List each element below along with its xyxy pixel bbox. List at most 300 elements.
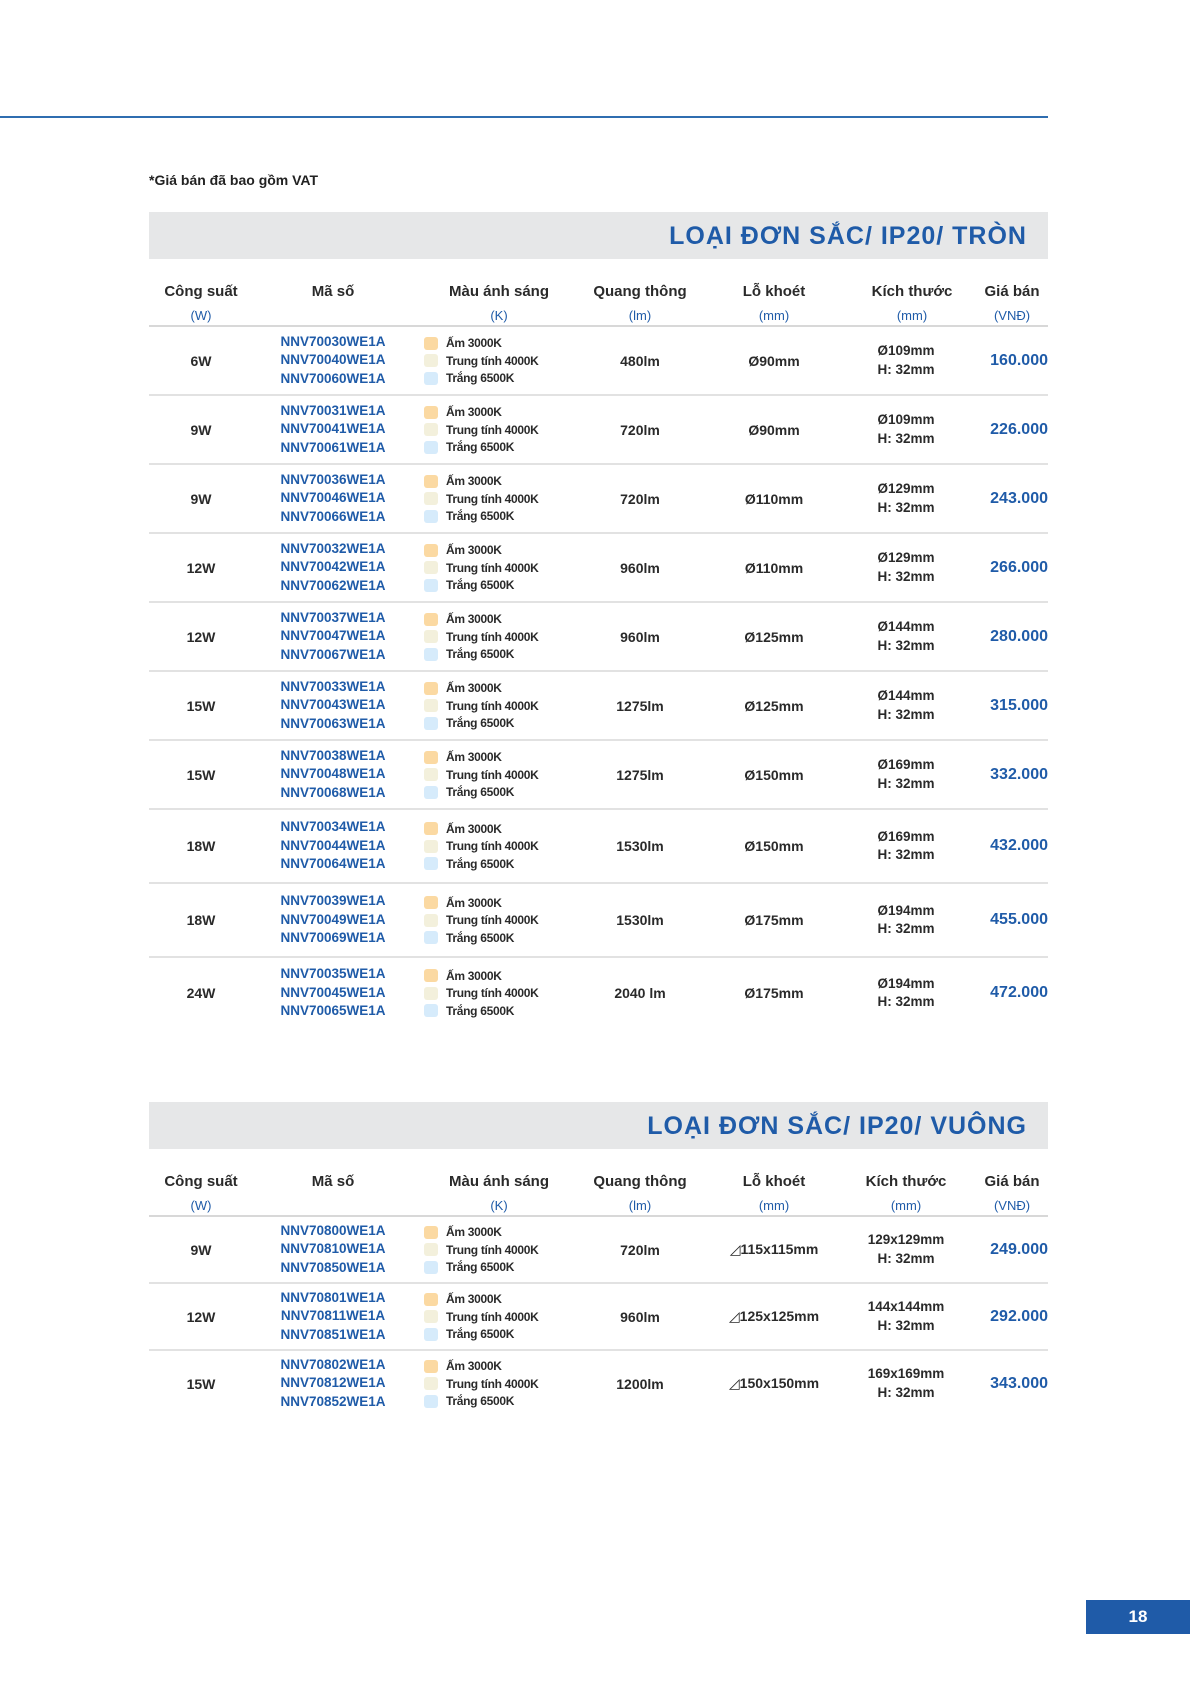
code-cell [253, 396, 413, 463]
color-label: Ấm 3000K [446, 1359, 502, 1373]
color-label: Trắng 6500K [446, 930, 515, 945]
header-power-label: Công suất [164, 1173, 238, 1190]
price-cell: 332.000 [990, 765, 1048, 783]
color-option [424, 967, 502, 985]
color-label: Trung tính 4000K [446, 698, 539, 713]
neutral-swatch [424, 492, 438, 505]
neutral-swatch [424, 768, 438, 781]
light-color-cell [424, 327, 574, 394]
color-option [424, 507, 514, 525]
lumen-cell: 720lm [620, 421, 660, 438]
product-code: NNV70035WE1A [280, 966, 386, 982]
header-lumen-unit: (lm) [628, 308, 652, 323]
product-code: NNV70810WE1A [280, 1241, 386, 1257]
table-row [149, 810, 1048, 884]
cool-swatch [424, 786, 438, 799]
product-code: NNV70064WE1A [280, 856, 386, 872]
color-option [424, 559, 539, 577]
neutral-swatch [424, 423, 438, 436]
color-option [424, 894, 502, 912]
size-dimension: Ø129mm [877, 481, 935, 496]
color-option [424, 679, 502, 697]
power-cell: 12W [186, 559, 216, 576]
price-cell: 266.000 [990, 558, 1048, 576]
color-label: Trung tính 4000K [446, 629, 539, 644]
header-color-unit: (K) [490, 1198, 508, 1213]
product-code: NNV70047WE1A [280, 628, 386, 644]
light-color-cell [424, 603, 574, 670]
color-option [424, 403, 502, 421]
code-cell [253, 1217, 413, 1282]
warm-swatch [424, 1360, 438, 1373]
price-cell: 280.000 [990, 627, 1048, 645]
color-option [424, 1290, 502, 1308]
power-cell: 6W [190, 352, 212, 369]
round-title: LOẠI ĐƠN SẮC/ IP20/ TRÒN [669, 222, 1027, 250]
power-cell: 9W [190, 421, 212, 438]
lumen-cell: 480lm [620, 352, 660, 369]
square-banner [149, 1102, 1048, 1149]
power-cell: 12W [186, 628, 216, 645]
header-price-label: Giá bán [984, 283, 1040, 300]
lumen-cell: 1275lm [616, 697, 664, 714]
color-option [424, 1241, 539, 1259]
cool-swatch [424, 931, 438, 944]
power-cell: 15W [186, 766, 216, 783]
color-label: Trắng 6500K [446, 1003, 515, 1018]
product-code: NNV70042WE1A [280, 559, 386, 575]
product-code: NNV70812WE1A [280, 1375, 386, 1391]
round-table-header [149, 259, 1048, 327]
header-size-unit: (mm) [890, 1198, 922, 1213]
size-dimension: Ø144mm [877, 619, 935, 634]
light-color-cell [424, 396, 574, 463]
size-height: H: 32mm [877, 994, 935, 1009]
product-code: NNV70037WE1A [280, 609, 386, 625]
cool-swatch [424, 648, 438, 661]
lumen-cell: 2040 lm [614, 985, 666, 1001]
price-cell: 315.000 [990, 696, 1048, 714]
color-label: Trung tính 4000K [446, 422, 539, 437]
light-color-cell [424, 741, 574, 808]
color-option [424, 1375, 539, 1393]
color-label: Trắng 6500K [446, 371, 515, 385]
color-label: Ấm 3000K [446, 681, 502, 695]
neutral-swatch [424, 914, 438, 927]
product-code: NNV70852WE1A [280, 1393, 386, 1409]
lumen-cell: 960lm [620, 559, 660, 576]
neutral-swatch [424, 561, 438, 574]
cutout-cell: Ø175mm [744, 985, 804, 1001]
color-label: Trung tính 4000K [446, 986, 539, 1000]
price-cell: 432.000 [990, 837, 1048, 854]
color-label: Trung tính 4000K [446, 491, 539, 506]
price-cell: 160.000 [990, 351, 1048, 369]
color-label: Trung tính 4000K [446, 913, 539, 927]
square-section [149, 1102, 1048, 1416]
code-cell [253, 1284, 413, 1349]
product-code: NNV70044WE1A [280, 837, 386, 853]
neutral-swatch [424, 1310, 438, 1323]
size-dimension: Ø109mm [877, 343, 935, 358]
header-price-unit: (VNĐ) [993, 308, 1031, 323]
lumen-cell: 1530lm [616, 838, 664, 854]
cool-swatch [424, 1261, 438, 1274]
lumen-cell: 1275lm [616, 766, 664, 783]
product-code: NNV70048WE1A [280, 766, 386, 782]
lumen-cell: 960lm [620, 628, 660, 645]
color-option [424, 697, 539, 715]
color-option [424, 490, 539, 508]
price-cell: 292.000 [990, 1307, 1048, 1325]
cutout-cell: Ø125mm [744, 628, 804, 645]
cool-swatch [424, 1395, 438, 1408]
header-power-label: Công suất [164, 283, 238, 300]
warm-swatch [424, 613, 438, 626]
color-option [424, 766, 539, 784]
power-cell: 9W [190, 490, 212, 507]
cutout-cell: Ø150mm [744, 766, 804, 783]
color-label: Trung tính 4000K [446, 1376, 539, 1391]
vat-note: *Giá bán đã bao gồm VAT [149, 172, 319, 188]
cool-swatch [424, 1004, 438, 1017]
color-label: Ấm 3000K [446, 1292, 502, 1306]
price-cell: 455.000 [990, 911, 1048, 928]
color-option [424, 1325, 514, 1343]
size-cell [841, 603, 971, 670]
color-option [424, 783, 514, 801]
round-table-body [149, 327, 1048, 1028]
product-code: NNV70039WE1A [280, 893, 386, 909]
light-color-cell [424, 465, 574, 532]
color-label: Ấm 3000K [446, 612, 502, 626]
code-cell [253, 810, 413, 882]
warm-swatch [424, 1293, 438, 1306]
header-cutout-label: Lỗ khoét [742, 1173, 806, 1190]
neutral-swatch [424, 354, 438, 367]
color-label: Ấm 3000K [446, 895, 502, 910]
size-dimension: Ø194mm [877, 975, 935, 991]
size-height: H: 32mm [877, 847, 935, 862]
light-color-cell [424, 672, 574, 739]
cool-swatch [424, 372, 438, 385]
cutout-cell: Ø110mm [744, 559, 804, 576]
product-code: NNV70049WE1A [280, 911, 386, 927]
size-height: H: 32mm [877, 1250, 935, 1266]
cool-swatch [424, 1328, 438, 1341]
color-label: Ấm 3000K [446, 750, 502, 764]
color-option [424, 1357, 502, 1375]
size-cell [841, 1351, 971, 1416]
header-lumen-label: Quang thông [593, 283, 687, 300]
product-code: NNV70046WE1A [280, 490, 386, 506]
color-label: Trắng 6500K [446, 440, 515, 454]
size-height: H: 32mm [877, 430, 935, 446]
product-code: NNV70063WE1A [280, 715, 386, 731]
product-code: NNV70033WE1A [280, 678, 386, 694]
size-cell [841, 534, 971, 601]
color-option [424, 421, 539, 439]
cutout-cell: ◿115x115mm [729, 1241, 819, 1257]
color-label: Ấm 3000K [446, 474, 502, 488]
color-label: Trung tính 4000K [446, 767, 539, 782]
size-height: H: 32mm [877, 637, 935, 653]
size-cell [841, 741, 971, 808]
size-cell [841, 672, 971, 739]
product-code: NNV70040WE1A [280, 352, 386, 368]
product-code: NNV70062WE1A [280, 577, 386, 593]
color-option [424, 820, 502, 838]
product-code: NNV70038WE1A [280, 747, 386, 763]
product-code: NNV70802WE1A [280, 1356, 386, 1372]
size-dimension: Ø144mm [877, 688, 935, 703]
header-cutout-unit: (mm) [758, 1198, 790, 1213]
lumen-cell: 1530lm [616, 912, 664, 928]
color-label: Ấm 3000K [446, 821, 502, 836]
code-cell [253, 884, 413, 956]
header-cutout-unit: (mm) [758, 308, 790, 323]
neutral-swatch [424, 840, 438, 853]
square-table-header [149, 1149, 1048, 1217]
color-label: Trắng 6500K [446, 1260, 515, 1274]
product-code: NNV70800WE1A [280, 1222, 386, 1238]
size-dimension: Ø109mm [877, 412, 935, 427]
color-label: Trung tính 4000K [446, 560, 539, 575]
page-number-box [1086, 1600, 1190, 1634]
warm-swatch [424, 822, 438, 835]
warm-swatch [424, 337, 438, 350]
code-cell [253, 327, 413, 394]
color-option [424, 1308, 539, 1326]
price-cell: 226.000 [990, 420, 1048, 438]
cool-swatch [424, 441, 438, 454]
product-code: NNV70066WE1A [280, 508, 386, 524]
color-label: Trắng 6500K [446, 1327, 515, 1341]
color-option [424, 645, 514, 663]
color-option [424, 541, 502, 559]
table-row [149, 1217, 1048, 1284]
cutout-cell: ◿150x150mm [728, 1375, 820, 1391]
size-cell [841, 884, 971, 956]
product-code: NNV70851WE1A [280, 1326, 386, 1342]
code-cell [253, 1351, 413, 1416]
code-cell [253, 465, 413, 532]
warm-swatch [424, 406, 438, 419]
neutral-swatch [424, 1377, 438, 1390]
color-option [424, 1223, 502, 1241]
product-code: NNV70041WE1A [280, 421, 386, 437]
product-code: NNV70043WE1A [280, 697, 386, 713]
warm-swatch [424, 475, 438, 488]
size-dimension: 129x129mm [867, 1232, 945, 1247]
table-row [149, 1351, 1048, 1416]
size-height: H: 32mm [877, 775, 935, 791]
code-cell [253, 534, 413, 601]
power-cell: 9W [190, 1241, 212, 1258]
code-cell [253, 741, 413, 808]
size-dimension: 169x169mm [867, 1366, 945, 1381]
page-number: 18 [1128, 1607, 1148, 1626]
product-code: NNV70034WE1A [280, 819, 386, 835]
table-row [149, 1284, 1048, 1351]
cutout-cell: Ø90mm [748, 421, 800, 438]
table-row [149, 672, 1048, 741]
price-cell: 472.000 [990, 984, 1048, 1001]
color-option [424, 929, 514, 947]
table-row [149, 884, 1048, 958]
size-cell [841, 958, 971, 1028]
price-cell: 343.000 [990, 1374, 1048, 1392]
lumen-cell: 720lm [620, 1241, 660, 1258]
cutout-cell: Ø150mm [744, 838, 804, 854]
table-row [149, 958, 1048, 1028]
header-lumen-label: Quang thông [593, 1173, 687, 1190]
color-label: Trắng 6500K [446, 578, 515, 592]
color-option [424, 1002, 514, 1020]
header-color-unit: (K) [490, 308, 508, 323]
product-code: NNV70069WE1A [280, 930, 386, 946]
color-label: Trắng 6500K [446, 509, 515, 523]
color-option [424, 334, 502, 352]
header-power-unit: (W) [190, 1198, 212, 1213]
price-cell: 249.000 [990, 1240, 1048, 1258]
power-cell: 15W [186, 1375, 216, 1392]
header-code-label: Mã số [311, 1173, 355, 1190]
color-option [424, 472, 502, 490]
color-option [424, 1392, 514, 1410]
size-dimension: Ø129mm [877, 550, 935, 565]
table-row [149, 465, 1048, 534]
product-code: NNV70850WE1A [280, 1259, 386, 1275]
neutral-swatch [424, 1243, 438, 1256]
color-option [424, 984, 539, 1002]
size-cell [841, 465, 971, 532]
power-cell: 18W [186, 838, 216, 854]
size-height: H: 32mm [877, 568, 935, 584]
size-dimension: 144x144mm [867, 1299, 945, 1314]
product-code: NNV70801WE1A [280, 1289, 386, 1305]
color-option [424, 911, 539, 929]
light-color-cell [424, 1351, 574, 1416]
color-option [424, 369, 514, 387]
color-label: Ấm 3000K [446, 405, 502, 419]
cool-swatch [424, 510, 438, 523]
header-color-label: Màu ánh sáng [448, 1173, 549, 1190]
size-dimension: Ø169mm [877, 757, 935, 772]
lumen-cell: 720lm [620, 490, 660, 507]
cutout-cell: ◿125x125mm [728, 1308, 820, 1324]
table-row [149, 534, 1048, 603]
header-cutout-label: Lỗ khoét [742, 283, 806, 300]
light-color-cell [424, 958, 574, 1028]
product-code: NNV70031WE1A [280, 402, 386, 418]
table-row [149, 603, 1048, 672]
color-label: Trung tính 4000K [446, 1309, 539, 1324]
color-option [424, 714, 514, 732]
header-code-label: Mã số [311, 283, 355, 300]
size-dimension: Ø169mm [877, 828, 935, 844]
neutral-swatch [424, 699, 438, 712]
table-row [149, 396, 1048, 465]
color-label: Trắng 6500K [446, 1394, 515, 1408]
size-dimension: Ø194mm [877, 902, 935, 918]
product-code: NNV70811WE1A [280, 1308, 386, 1324]
color-label: Ấm 3000K [446, 968, 502, 983]
cutout-cell: Ø90mm [748, 352, 800, 369]
neutral-swatch [424, 630, 438, 643]
size-height: H: 32mm [877, 499, 935, 515]
top-rule [0, 116, 1048, 118]
code-cell [253, 672, 413, 739]
size-cell [841, 327, 971, 394]
header-size-unit: (mm) [896, 308, 928, 323]
square-title: LOẠI ĐƠN SẮC/ IP20/ VUÔNG [647, 1112, 1027, 1140]
neutral-swatch [424, 987, 438, 1000]
product-code: NNV70036WE1A [280, 471, 386, 487]
light-color-cell [424, 1284, 574, 1349]
color-label: Trắng 6500K [446, 785, 515, 799]
header-size-label: Kích thước [871, 283, 953, 300]
price-cell: 243.000 [990, 489, 1048, 507]
light-color-cell [424, 534, 574, 601]
color-label: Trung tính 4000K [446, 353, 539, 368]
color-label: Trắng 6500K [446, 856, 515, 871]
product-code: NNV70030WE1A [280, 333, 386, 349]
size-height: H: 32mm [877, 361, 935, 377]
product-code: NNV70032WE1A [280, 540, 386, 556]
code-cell [253, 958, 413, 1028]
cool-swatch [424, 579, 438, 592]
warm-swatch [424, 969, 438, 982]
size-height: H: 32mm [877, 1317, 935, 1333]
cutout-cell: Ø175mm [744, 912, 804, 928]
product-code: NNV70045WE1A [280, 984, 386, 1000]
light-color-cell [424, 810, 574, 882]
lumen-cell: 1200lm [616, 1375, 664, 1392]
cool-swatch [424, 717, 438, 730]
color-option [424, 748, 502, 766]
color-option [424, 352, 539, 370]
color-label: Trắng 6500K [446, 716, 515, 730]
cutout-cell: Ø125mm [744, 697, 804, 714]
warm-swatch [424, 896, 438, 909]
color-option [424, 628, 539, 646]
color-option [424, 1258, 514, 1276]
header-color-label: Màu ánh sáng [448, 283, 549, 300]
size-height: H: 32mm [877, 1384, 935, 1400]
header-power-unit: (W) [190, 308, 212, 323]
light-color-cell [424, 884, 574, 956]
header-price-unit: (VNĐ) [993, 1198, 1031, 1213]
product-code: NNV70068WE1A [280, 784, 386, 800]
color-label: Trung tính 4000K [446, 1242, 539, 1257]
warm-swatch [424, 1226, 438, 1239]
code-cell [253, 603, 413, 670]
round-banner [149, 212, 1048, 259]
header-price-label: Giá bán [984, 1173, 1040, 1190]
color-label: Trung tính 4000K [446, 839, 539, 853]
color-option [424, 855, 514, 873]
product-code: NNV70060WE1A [280, 370, 386, 386]
header-lumen-unit: (lm) [628, 1198, 652, 1213]
table-row [149, 741, 1048, 810]
color-label: Trắng 6500K [446, 647, 515, 661]
size-height: H: 32mm [877, 706, 935, 722]
size-cell [841, 1217, 971, 1282]
color-label: Ấm 3000K [446, 336, 502, 350]
header-size-label: Kích thước [865, 1173, 947, 1190]
color-option [424, 576, 514, 594]
